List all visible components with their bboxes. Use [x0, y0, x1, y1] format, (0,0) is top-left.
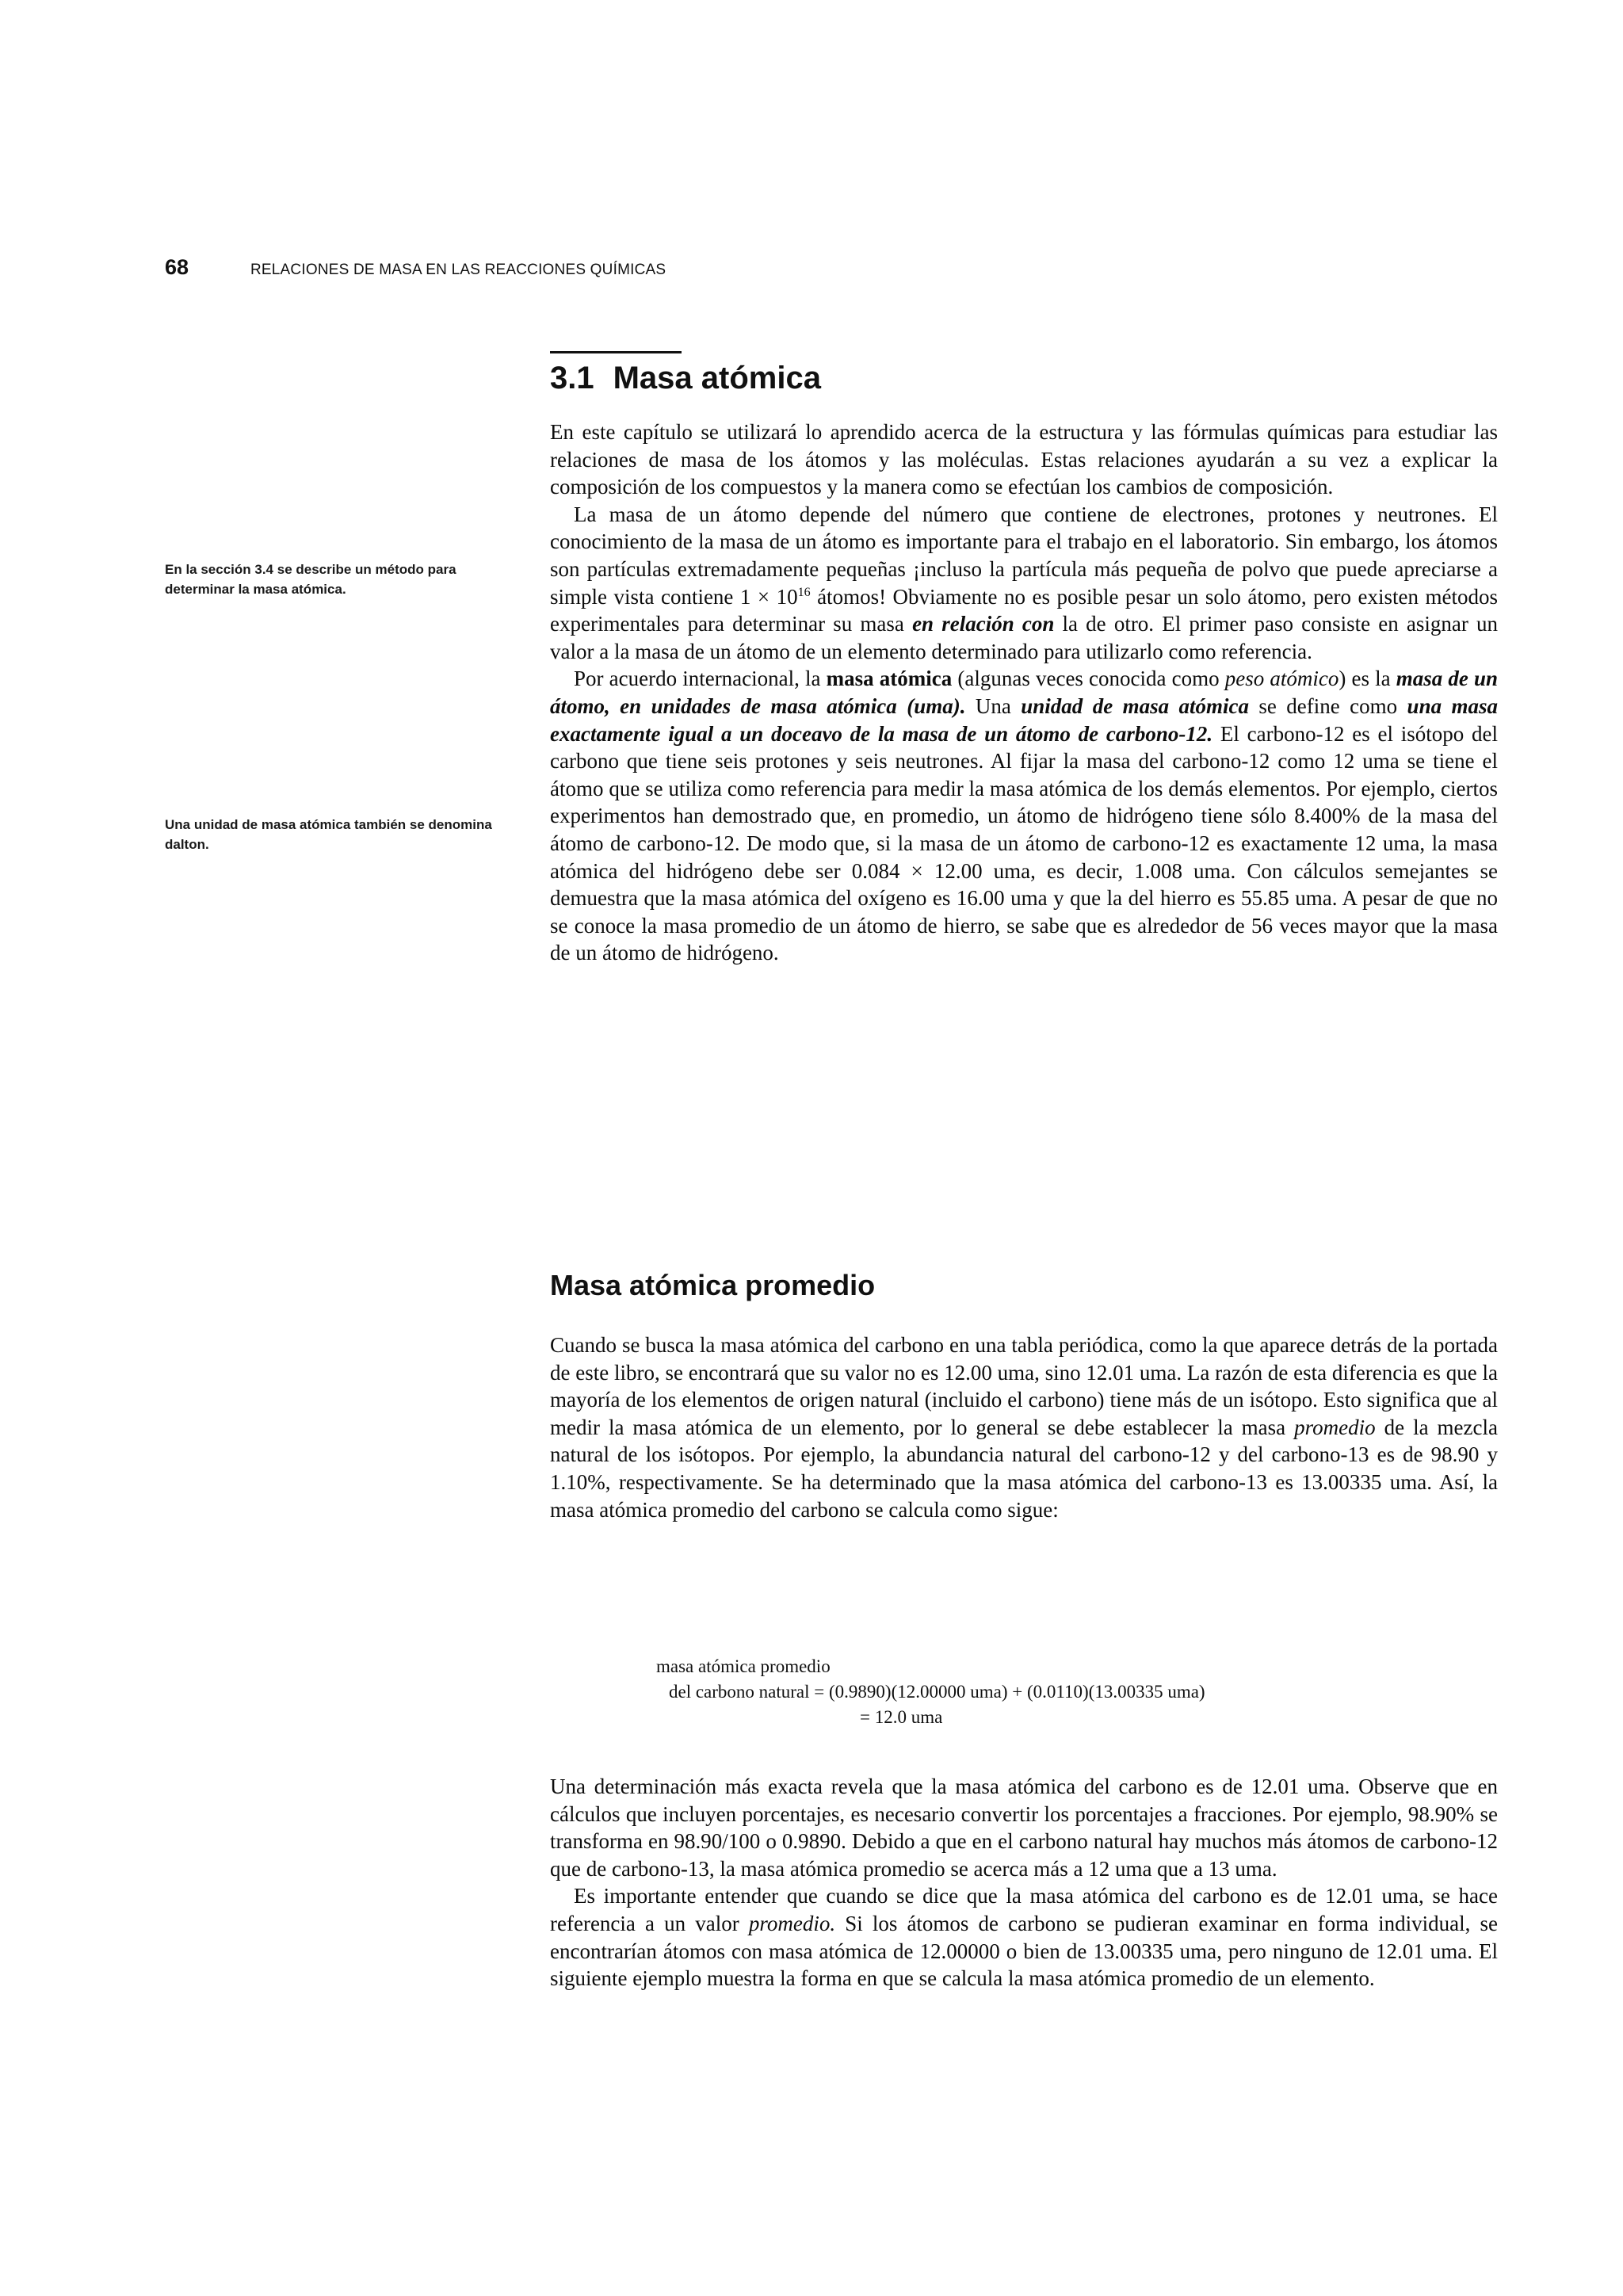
- section-number: 3.1: [550, 361, 594, 395]
- section-rule: [550, 351, 682, 353]
- section-heading: [550, 358, 821, 398]
- key-term: masa atómica: [826, 667, 953, 691]
- definition: masa de un átomo, en unidades de masa atómica (uma).: [550, 667, 1499, 718]
- equation-line: masa atómica promedio: [656, 1656, 831, 1676]
- section-body: [550, 418, 1498, 967]
- paragraph: Cuando se busca la masa atómica del carbono en una tabla periódica, como la que aparece detrás de la portada de este libro, se encontrará que su valor no es 12.00 uma, sino 12.01 uma. La razón de esta diferencia es que la mayoría de los elementos de origen natural (incluido el carbono) tiene más de un isótopo. Esto significa que al medir la masa atómica de un elemento, por lo general se debe establecer la masa promedio de la mezcla natural de los isótopos. Por ejemplo, la abundancia natural del carbono-12 y del carbono-13 es de 98.90 y 1.10%, respectivamente. Se ha determinado que la masa atómica del carbono-13 es 13.00335 uma. Así, la masa atómica promedio del carbono se calcula como sigue:: [550, 1333, 1498, 1522]
- page-number: 68: [165, 255, 189, 279]
- paragraph: La masa de un átomo depende del número que contiene de electrones, protones y neutrones. El conocimiento de la masa de un átomo es importante para el trabajo en el laboratorio. Sin embargo, los átomos son partículas extremadamente pequeñas ¡incluso la partícula más pequeña de polvo que puede apreciarse a simple vista contiene $1 \times 10^{16}$ átomos! Obviamente no es posible pesar un solo átomo, pero existen métodos experimentales para determinar su masa en relación con la de otro. El primer paso consiste en asignar un valor a la masa de un átomo de un elemento determinado para utilizarlo como referencia.: [550, 502, 1499, 663]
- paragraph: En este capítulo se utilizará lo aprendido acerca de la estructura y las fórmulas químicas para estudiar las relaciones de masa de los átomos y las moléculas. Estas relaciones ayudarán a su vez a explicar la composición de los compuestos y la manera como se efectúan los cambios de composición.: [550, 420, 1498, 499]
- paragraph: Una determinación más exacta revela que la masa atómica del carbono es de 12.01 uma. Observe que en cálculos que incluyen porcentajes, es necesario convertir los porcentajes a fracciones. Por ejemplo, 98.90% se transforma en 98.90/100 o 0.9890. Debido a que en el carbono natural hay muchos más átomos de carbono-12 que de carbono-13, la masa atómica promedio se acerca más a 12 uma que a 13 uma.: [550, 1775, 1498, 1881]
- section-title: Masa atómica: [613, 361, 821, 395]
- emphasis: promedio: [1294, 1415, 1376, 1439]
- emphasis: en relación con: [912, 612, 1055, 636]
- running-title: RELACIONES DE MASA EN LAS REACCIONES QUÍMICAS: [250, 262, 666, 278]
- paragraph: Por acuerdo internacional, la masa atómica (algunas veces conocida como peso atómico) es la masa de un átomo, en unidades de masa atómica (uma). Una unidad de masa atómica se define como una masa exactamente igual a un doceavo de la masa de un átomo de carbono-12. El carbono-12 es el isótopo del carbono que tiene seis protones y seis neutrones. Al fijar la masa del carbono-12 como 12 uma se tiene el átomo que se utiliza como referencia para medir la masa atómica de los demás elementos. Por ejemplo, ciertos experimentos han demostrado que, en promedio, un átomo de hidrógeno tiene sólo 8.400% de la masa del átomo de carbono-12. De modo que, si la masa de un átomo de carbono-12 es exactamente 12 uma, la masa atómica del hidrógeno debe ser 0.084 × 12.00 uma, es decir, 1.008 uma. Con cálculos semejantes se demuestra que la masa atómica del oxígeno es 16.00 uma y que la del hierro es 55.85 uma. A pesar de que no se conoce la masa promedio de un átomo de hierro, se sabe que es alrededor de 56 veces mayor que la masa de un átomo de hidrógeno.: [550, 667, 1499, 965]
- emphasis: promedio.: [748, 1911, 836, 1935]
- margin-note-section-reference: En la sección 3.4 se describe un método para determinar la masa atómica.: [165, 562, 456, 597]
- paragraph: Es importante entender que cuando se dice que la masa atómica del carbono es de 12.01 uma, se hace referencia a un valor promedio. Si los átomos de carbono se pudieran examinar en forma individual, se encontrarían átomos con masa atómica de 12.00000 o bien de 13.00335 uma, pero ninguno de 12.01 uma. El siguiente ejemplo muestra la forma en que se calcula la masa atómica promedio de un elemento.: [550, 1884, 1499, 1991]
- subsection-heading: Masa atómica promedio: [550, 1269, 876, 1301]
- equation-line: = 12.0 uma: [860, 1707, 943, 1727]
- definition: una masa exactamente igual a un doceavo de la masa de un átomo de carbono-12.: [550, 693, 1498, 746]
- closing-body: [550, 1773, 1498, 1992]
- subsection-body: [550, 1331, 1498, 1523]
- running-head: [165, 255, 1512, 287]
- key-term: unidad de masa atómica: [1021, 693, 1249, 718]
- equation: [656, 1654, 1205, 1730]
- margin-note-dalton: Una unidad de masa atómica también se denomina dalton.: [165, 817, 492, 852]
- equation-line: del carbono natural = (0.9890)(12.00000 uma) + (0.0110)(13.00335 uma): [669, 1682, 1205, 1702]
